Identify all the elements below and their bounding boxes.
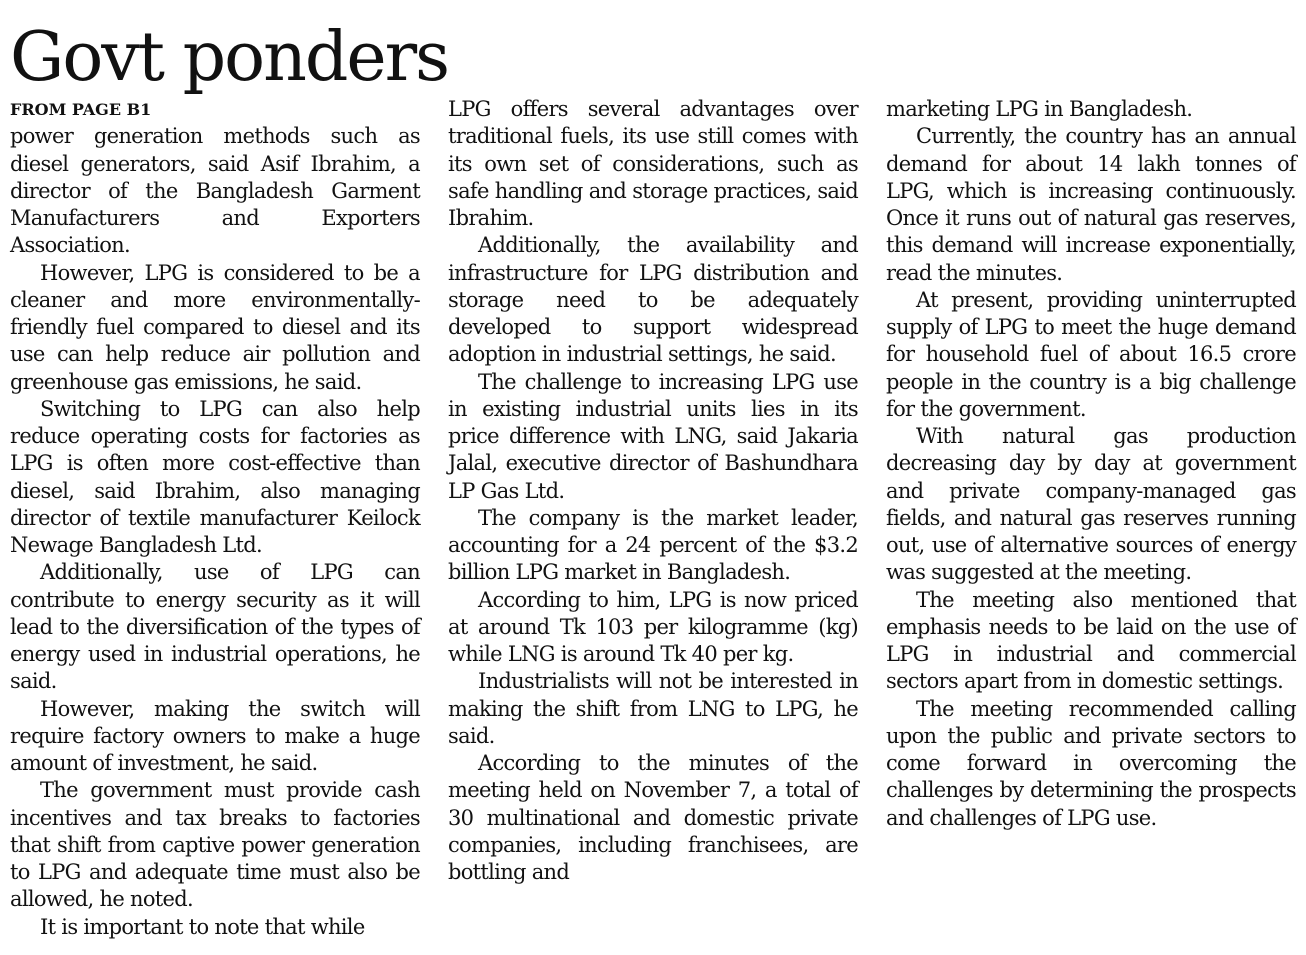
paragraph: LPG offers several advantages over traditional fuels, its use still comes with its own set of considerations, such as safe handling and storage practices, said Ibrahim. [448,97,858,230]
paragraph: With natural gas production decreasing day by day at government and private company-managed gas fields, and natural gas reserves running out, use of alternative sources of energy was suggested at the meeting. [886,424,1296,585]
paragraph: The government must provide cash incentives and tax breaks to factories that shift from captive power generation to LPG and adequate time must also be allowed, he noted. [10,778,420,912]
paragraph: At present, providing uninterrupted supply of LPG to meet the huge demand for household fuel of about 16.5 crore people in the country is a big challenge for the government. [886,287,1296,421]
paragraph: However, LPG is considered to be a cleaner and more environmentally-friendly fuel compared to diesel and its use can help reduce air pollution and greenhouse gas emissions, he said. [10,260,420,394]
paragraph: According to the minutes of the meeting held on November 7, a total of 30 multinational and domestic private companies, including franchisees, are bottling and [448,751,858,884]
paragraph: Industrialists will not be interested in making the shift from LNG to LPG, he said. [448,669,858,748]
article-column-1 [10,96,420,941]
paragraph: It is important to note that while [40,914,365,939]
paragraph: The challenge to increasing LPG use in existing industrial units lies in its price difference with LNG, said Jakaria Jalal, executive director of Bashundhara LP Gas Ltd. [448,369,858,503]
paragraph: However, making the switch will require factory owners to make a huge amount of investment, he said. [10,696,420,775]
paragraph: According to him, LPG is now priced at around Tk 103 per kilogramme (kg) while LNG is around Tk 40 per kg. [448,587,858,666]
article-column-2 [448,96,858,886]
paragraph: power generation methods such as diesel generators, said Asif Ibrahim, a director of the Bangladesh Garment Manufacturers and Exporters Association. [10,124,420,258]
jump-label: FROM PAGE B1 [10,100,152,119]
paragraph: marketing LPG in Bangladesh. [886,97,1193,121]
paragraph: The meeting also mentioned that emphasis needs to be laid on the use of LPG in industrial and commercial sectors apart from in domestic settings. [886,587,1296,694]
headline: Govt ponders [10,18,449,97]
article-column-3 [886,96,1296,832]
paragraph: The meeting recommended calling upon the public and private sectors to come forward in overcoming the challenges by determining the prospects and challenges of LPG use. [886,696,1296,830]
paragraph: The company is the market leader, accounting for a 24 percent of the $3.2 billion LPG market in Bangladesh. [448,505,858,585]
paragraph: Currently, the country has an annual demand for about 14 lakh tonnes of LPG, which is increasing continuously. Once it runs out of natural gas reserves, this demand will increase exponentially, read the minutes. [886,124,1296,285]
paragraph: Additionally, use of LPG can contribute to energy security as it will lead to the diversification of the types of energy used in industrial operations, he said. [10,560,420,694]
paragraph: Additionally, the availability and infrastructure for LPG distribution and storage need to be adequately developed to support widespread adoption in industrial settings, he said. [448,233,858,367]
paragraph: Switching to LPG can also help reduce operating costs for factories as LPG is often more cost-effective than diesel, said Ibrahim, also managing director of textile manufacturer Keilock Newage Bangladesh Ltd. [10,396,420,557]
